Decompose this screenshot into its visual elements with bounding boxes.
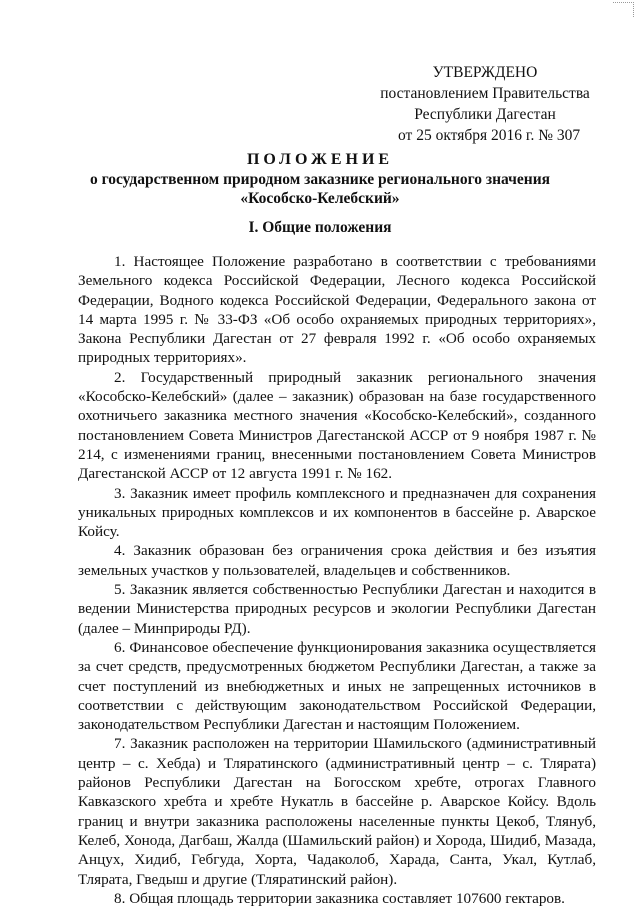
title-subtitle: о государственном природном заказнике регионального значения xyxy=(89,171,551,188)
scan-corner-mark xyxy=(613,2,634,17)
paragraph: 4. Заказник образован без ограничения срока действия и без изъятия земельных участков у пользователей, владельцев и собственников. xyxy=(78,542,596,579)
document-body xyxy=(78,252,596,908)
approval-stamp xyxy=(380,62,590,146)
section-heading: I. Общие положения xyxy=(248,219,392,236)
document-title xyxy=(60,150,580,208)
approval-date: от 25 октября 2016 г. № 307 xyxy=(398,127,581,144)
paragraph: 7. Заказник расположен на территории Шамильского (административный центр – с. Хебда) и Тляратинского (административный центр – с. Тлярата) районов Республики Дагестан на Богосском хребте, отрогах Главного Кавказского хребта и хребте Нукатль в бассейне р. Аварское Койсу. Вдоль границ и внутри заказника расположены населенные пункты Цекоб, Тлянуб, Келеб, Хонода, Дагбаш, Жалда (Шамильский район) и Хорода, Шидиб, Мазада, Анцух, Хидиб, Гебгуда, Хорта, Чадаколоб, Харада, Санта, Укал, Кутлаб, Тлярата, Гведыш и другие (Тляратинский район). xyxy=(78,735,596,888)
title-main: ПОЛОЖЕНИЕ xyxy=(246,151,394,168)
paragraph: 2. Государственный природный заказник регионального значения «Кособско-Келебский» (далее – заказник) образован на базе государственного охотничьего заказника местного значения «Кособско-Келебский», созданного постановлением Совета Министров Дагестанской АССР от 9 ноября 1987 г. № 214, с изменениями границ, внесенными постановлением Совета Министров Дагестанской АССР от 12 августа 1991 г. № 162. xyxy=(78,368,596,483)
approval-line: Республики Дагестан xyxy=(414,106,556,123)
approval-line: постановлением Правительства xyxy=(380,85,590,102)
paragraph: 1. Настоящее Положение разработано в соответствии с требованиями Земельного кодекса Российской Федерации, Лесного кодекса Российской Федерации, Водного кодекса Российской Федерации, Федерального закона от 14 марта 1995 г. № 33-ФЗ «Об особо охраняемых природных территориях», Закона Республики Дагестан от 27 февраля 1992 г. «Об особо охраняемых природных территориях». xyxy=(78,253,596,367)
title-reserve-name: «Кособско-Келебский» xyxy=(240,190,400,207)
paragraph: 8. Общая площадь территории заказника составляет 107600 гектаров. xyxy=(114,889,565,907)
approval-title: УТВЕРЖДЕНО xyxy=(432,64,538,81)
paragraph: 3. Заказник имеет профиль комплексного и предназначен для сохранения уникальных природных комплексов и их компонентов в бассейне р. Аварское Койсу. xyxy=(78,484,596,541)
paragraph: 6. Финансовое обеспечение функционирования заказника осуществляется за счет средств, предусмотренных бюджетом Республики Дагестан, а также за счет поступлений из внебюджетных и иных не запрещенных источников в соответствии с действующим законодательством Российской Федерации, законодательством Республики Дагестан и настоящим Положением. xyxy=(78,638,596,734)
paragraph: 5. Заказник является собственностью Республики Дагестан и находится в ведении Министерства природных ресурсов и экологии Республики Дагестан (далее – Минприроды РД). xyxy=(78,581,596,637)
